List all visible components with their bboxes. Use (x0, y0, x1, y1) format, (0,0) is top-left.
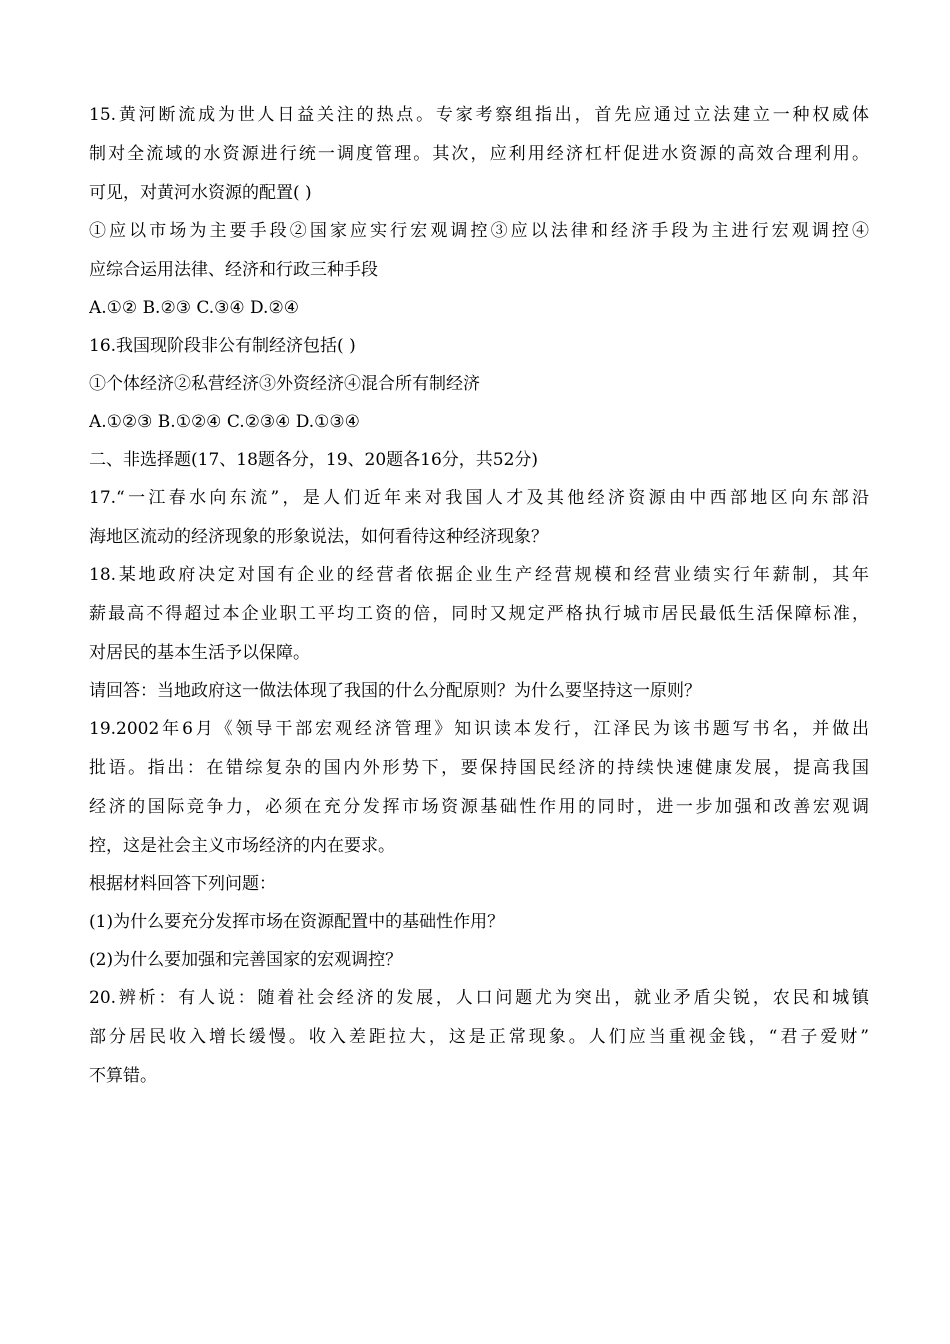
q19-sub-question-1: (1)为什么要充分发挥市场在资源配置中的基础性作用？ (89, 912, 505, 932)
q15-options-line-1: ①应以市场为主要手段②国家应实行宏观调控③应以法律和经济手段为主进行宏观调控④ (89, 221, 869, 241)
q15-stem-line-2: 制对全流域的水资源进行统一调度管理。其次，应利用经济杠杆促进水资源的高效合理利用。 (89, 144, 869, 164)
q19-sub-question-2: (2)为什么要加强和完善国家的宏观调控？ (89, 950, 403, 970)
q15-stem-line-3: 可见，对黄河水资源的配置( ) (89, 183, 312, 203)
q20-line-1: 20.辨析：有人说：随着社会经济的发展，人口问题尤为突出，就业矛盾尖锐，农民和城镇 (89, 988, 869, 1008)
q16-choices: A.①②③ B.①②④ C.②③④ D.①③④ (89, 412, 360, 432)
q16-options: ①个体经济②私营经济③外资经济④混合所有制经济 (89, 374, 480, 394)
q19-intro: 根据材料回答下列问题： (89, 874, 276, 894)
q15-options-line-2: 应综合运用法律、经济和行政三种手段 (89, 260, 378, 280)
q19-line-1: 19.2002年6月《领导干部宏观经济管理》知识读本发行，江泽民为该书题写书名，并做出 (89, 719, 869, 739)
q20-line-2: 部分居民收入增长缓慢。收入差距拉大，这是正常现象。人们应当重视金钱，“君子爱财” (89, 1027, 869, 1047)
q19-line-2: 批语。指出：在错综复杂的国内外形势下，要保持国民经济的持续快速健康发展，提高我国 (89, 758, 869, 778)
q18-line-3: 对居民的基本生活予以保障。 (89, 643, 310, 663)
q15-stem-line-1: 15.黄河断流成为世人日益关注的热点。专家考察组指出，首先应通过立法建立一种权威体 (89, 105, 869, 125)
q16-stem: 16.我国现阶段非公有制经济包括( ) (89, 336, 356, 356)
q18-line-2: 薪最高不得超过本企业职工平均工资的倍，同时又规定严格执行城市居民最低生活保障标准， (89, 604, 869, 624)
q17-line-2: 海地区流动的经济现象的形象说法，如何看待这种经济现象？ (89, 527, 548, 547)
q18-prompt: 请回答：当地政府这一做法体现了我国的什么分配原则？为什么要坚持这一原则？ (89, 681, 701, 701)
q19-line-3: 经济的国际竞争力，必须在充分发挥市场资源基础性作用的同时，进一步加强和改善宏观调 (89, 797, 869, 817)
q18-line-1: 18.某地政府决定对国有企业的经营者依据企业生产经营规模和经营业绩实行年薪制，其年 (89, 565, 869, 585)
q19-line-4: 控，这是社会主义市场经济的内在要求。 (89, 836, 395, 856)
document-page (89, 96, 869, 1095)
q20-line-3: 不算错。 (89, 1066, 157, 1086)
q15-choices: A.①② B.②③ C.③④ D.②④ (89, 298, 299, 318)
section-2-heading: 二、非选择题(17、18题各分，19、20题各16分，共52分) (89, 450, 539, 470)
q17-line-1: 17.“一江春水向东流”，是人们近年来对我国人才及其他经济资源由中西部地区向东部沿 (89, 488, 869, 508)
